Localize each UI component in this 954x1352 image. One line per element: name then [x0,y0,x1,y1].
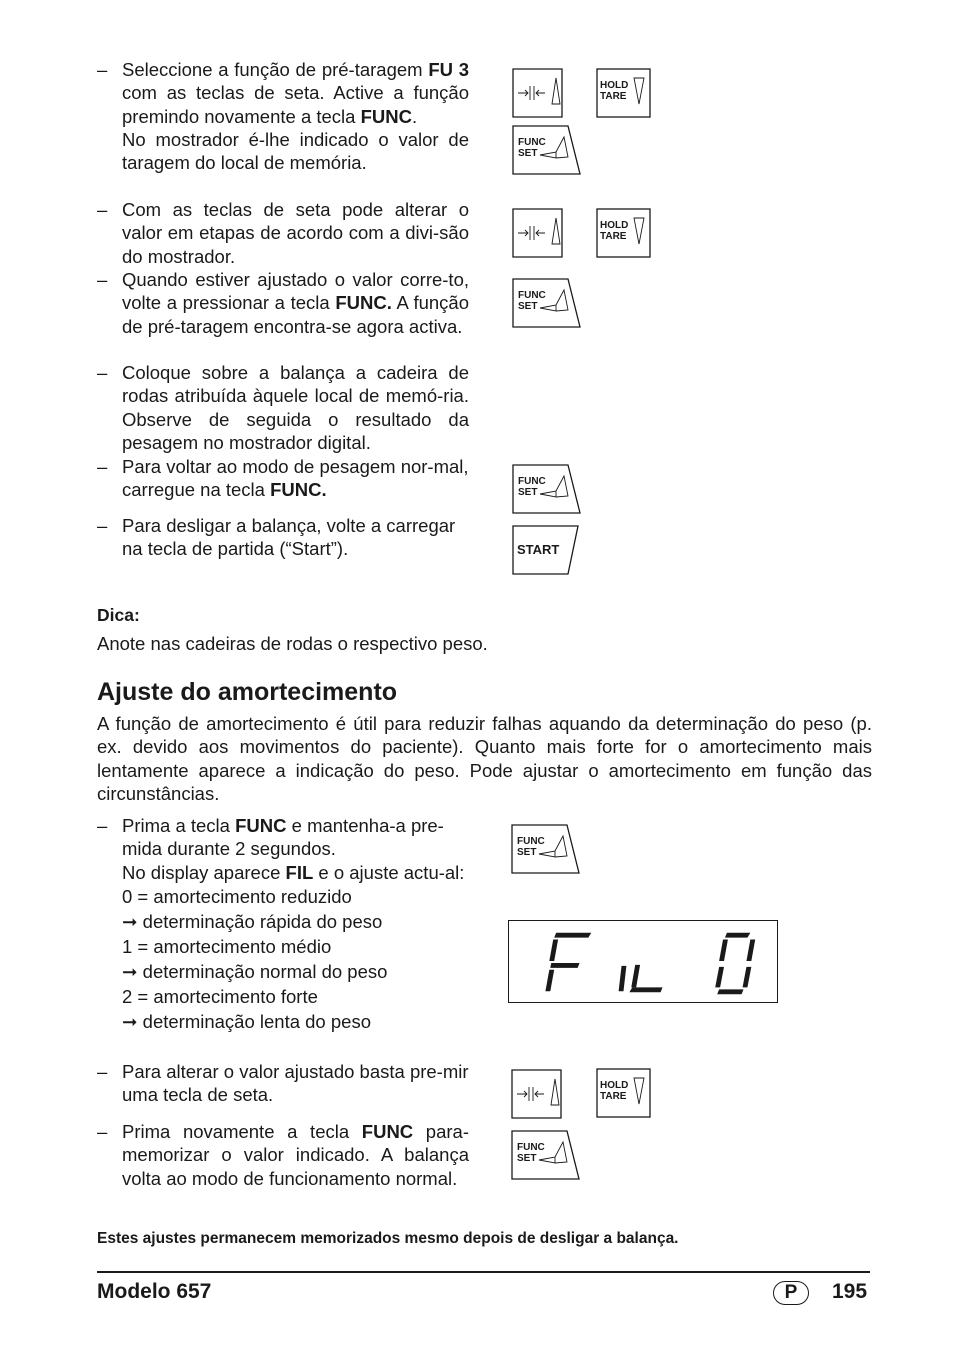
hold-tare-key [596,1068,664,1118]
key-label: TARE [600,91,627,102]
func-set-key [512,278,580,328]
lcd-seg [554,933,591,938]
instruction-confirm-value: – Quando estiver ajustado o valor corre-to, volte a pressionar a tecla FUNC. A função de pré-taragem encontra-se agora activa. [97,269,470,337]
lcd-seg [715,967,724,987]
instruction-store-value: – Prima novamente a tecla FUNC para-memorizar o valor indicado. A balança volta ao modo de funcionamento normal. [97,1121,469,1189]
lcd-seg [717,989,743,994]
arrow-icon: ➞ [122,910,138,932]
lcd-seg [629,987,662,992]
key-label: SET [518,487,538,498]
damping-levels: 0 = amortecimento reduzido ➞ determinação rápida do peso 1 = amortecimento médio ➞ determinação normal do peso 2 = amortecimento forte ➞ determinação lenta do peso [122,884,469,1034]
arrow-keys-icon [517,1079,559,1105]
lcd-display [508,920,778,1003]
lcd-digits [509,921,777,1002]
func-set-key [512,125,580,175]
instruction-change-value: – Para alterar o valor ajustado basta pre-mir uma tecla de seta. [97,1061,469,1106]
instruction-place-wheelchair: – Coloque sobre a balança a cadeira de rodas atribuída àquele local de memó-ria. Observe de seguida o resultado da pesagem no mostrador digital. [97,362,469,453]
language-badge: P [773,1281,809,1305]
func-set-key [511,824,579,874]
lcd-seg [746,940,755,961]
func-set-key [512,464,580,514]
arrow-keys-icon [518,218,560,244]
hold-tare-key [596,68,664,118]
start-key [512,525,580,575]
footer-model: Modelo 657 [97,1280,212,1303]
lcd-seg [545,970,554,991]
lcd-seg [719,940,728,961]
key-label: FUNC [517,836,545,847]
key-label: HOLD [600,80,629,91]
instruction-select-fu3: – Seleccione a função de pré-taragem FU 3 com as teclas de seta. Active a função premindo novamente a tecla FUNC. No mostrador é-lhe indicado o valor de taragem do local de memória. [97,59,469,174]
hold-symbol-icon [634,1078,644,1104]
key-label: SET [518,148,538,159]
key-label: HOLD [600,220,629,231]
lcd-seg [549,940,558,961]
arrow-icon: ➞ [122,1010,138,1032]
lcd-seg [725,933,750,938]
instruction-return-normal: – Para voltar ao modo de pesagem nor-mal, carregue na tecla FUNC. [97,456,469,501]
arrow-icon: ➞ [122,960,138,982]
key-label: FUNC [518,290,546,301]
key-label: FUNC [518,476,546,487]
key-label: SET [517,1153,537,1164]
arrow-keys [512,208,580,258]
key-label: TARE [600,231,627,242]
section-intro: A função de amortecimento é útil para reduzir falhas aquando da determinação do peso (p. ex. devido aos movimentos do paciente). Quanto mais forte for o amortecimento mais lentamente aparece a indicação do peso. Pode ajustar o amortecimento em função das circunstâncias. [97,713,872,804]
note-text: Estes ajustes permanecem memorizados mesmo depois de desligar a balança. [97,1230,679,1247]
hold-symbol-icon [634,218,644,244]
level-0: 0 = amortecimento reduzido [122,885,352,907]
lcd-seg [631,965,640,987]
lcd-seg [743,967,752,987]
section-title: Ajuste do amortecimento [97,678,398,706]
level-1: 1 = amortecimento médio [122,935,332,957]
key-label: SET [518,301,538,312]
arrow-keys-icon [518,78,560,104]
page-number: 195 [832,1280,868,1303]
key-label: HOLD [600,1080,629,1091]
hold-symbol-icon [634,78,644,104]
tip-label: Dica: [97,605,140,625]
key-label: FUNC [517,1142,545,1153]
instruction-hold-func: – Prima a tecla FUNC e mantenha-a pre-mida durante 2 segundos. No display aparece FIL e o ajuste actu-al: 0 = amortecimento reduzido ➞ determinação rápida do peso 1 = amortecimento médio ➞ determinação normal do peso 2 = amortecimento forte ➞ determinação lenta do peso [97,814,469,1034]
arrow-keys [511,1069,579,1119]
lcd-seg [619,966,627,991]
key-label: FUNC [518,137,546,148]
lcd-seg [550,963,579,968]
instruction-arrow-keys: – Com as teclas de seta pode alterar o valor em etapas de acordo com a divi-são do mostrador. [97,199,469,267]
key-label: SET [517,847,537,858]
level-2: 2 = amortecimento forte [122,985,318,1007]
tip-text: Anote nas cadeiras de rodas o respectivo peso. [97,633,488,654]
key-label: START [517,542,560,557]
hold-tare-key [596,208,664,258]
instruction-switch-off: – Para desligar a balança, volte a carregar na tecla de partida (“Start”). [97,515,456,560]
func-set-key [511,1130,579,1180]
footer-rule [97,1271,870,1273]
key-label: TARE [600,1091,627,1102]
arrow-keys [512,68,580,118]
